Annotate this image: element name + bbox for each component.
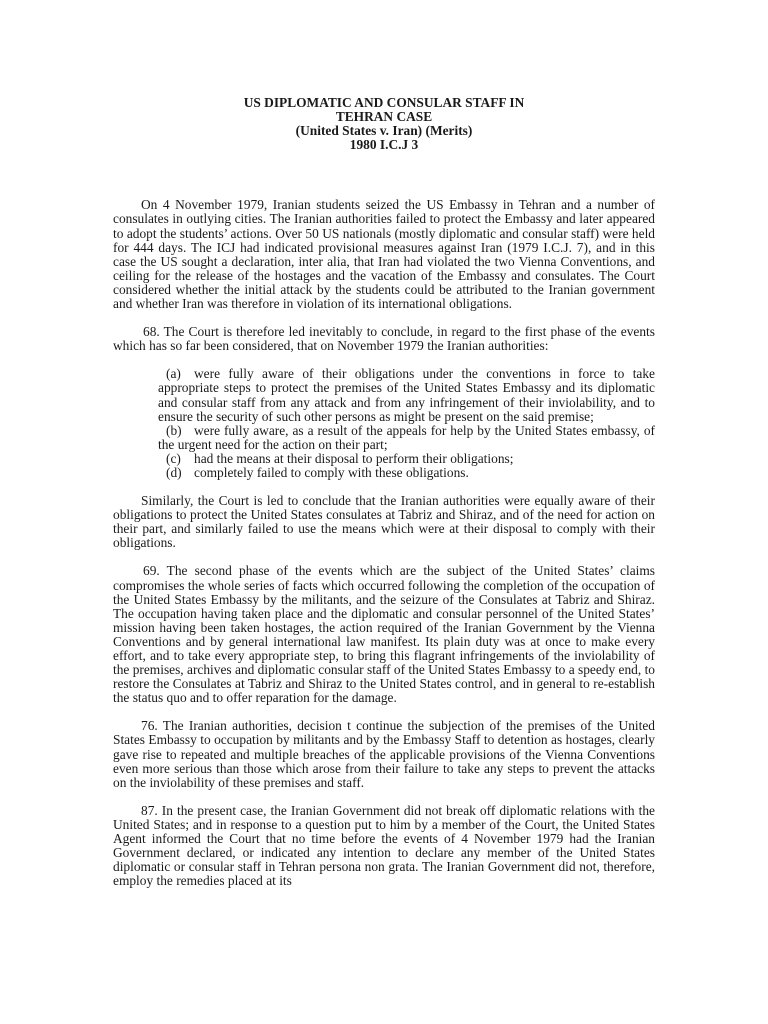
list-item-text: completely failed to comply with these obligations. <box>194 464 469 480</box>
title-line-4: 1980 I.C.J 3 <box>349 137 419 153</box>
intro-paragraph: On 4 November 1979, Iranian students seized the US Embassy in Tehran and a number of consulates in outlying cities. The Iranian authorities failed to protect the Embassy and later appeared to adopt the students’ actions. Over 50 US nationals (mostly diplomatic and consular staff) were held for 444 days. The ICJ had indicated provisional measures against Iran (1979 I.C.J. 7), and in this case the US sought a declaration, inter alia, that Iran had violated the two Vienna Conventions, and ceiling for the release of the hostages and the vacation of the Embassy and consulates. The Court considered whether the initial attack by the students could be attributed to the Iranian government and whether Iran was therefore in violation of its international obligations. <box>113 197 655 312</box>
list-item <box>158 466 655 480</box>
paragraph-68: 68. The Court is therefore led inevitably to conclude, in regard to the first phase of the events which has so far been considered, that on November 1979 the Iranian authorities: <box>113 324 655 354</box>
title-line-1: US DIPLOMATIC AND CONSULAR STAFF IN <box>243 95 525 110</box>
list-item <box>158 367 655 423</box>
similarly-paragraph: Similarly, the Court is led to conclude that the Iranian authorities were equally aware of their obligations to protect the United States consulates at Tabriz and Shiraz, and of the need for action on their part, and similarly failed to use the means which were at their disposal to comply with their obligations. <box>113 493 655 551</box>
list-item <box>158 452 655 466</box>
obligations-list <box>113 367 655 480</box>
document-page <box>113 96 655 888</box>
list-item-text: were fully aware of their obligations under the conventions in force to take appropriate steps to protect the premises of the United States Embassy and its diplomatic and consular staff from any attack and from any infringement of their inviolability, and to ensure the security of such other persons as might be present on the said premise; <box>158 366 655 424</box>
list-item <box>158 424 655 452</box>
title-line-2: TEHRAN CASE <box>335 109 433 125</box>
list-marker: (c) <box>166 450 181 466</box>
list-marker: (a) <box>166 366 181 382</box>
list-item-text: had the means at their disposal to perform their obligations; <box>194 450 514 466</box>
title-line-3: (United States v. Iran) (Merits) <box>295 123 473 139</box>
paragraph-87: 87. In the present case, the Iranian Government did not break off diplomatic relations with the United States; and in response to a question put to him by a member of the Court, the United States Agent informed the Court that no time before the events of 4 November 1979 had the Iranian Government declared, or indicated any intention to declare any member of the United States diplomatic or consular staff in Tehran persona non grata. The Iranian Government did not, therefore, employ the remedies placed at its <box>113 802 655 889</box>
document-title <box>113 96 655 152</box>
paragraph-69: 69. The second phase of the events which are the subject of the United States’ claims compromises the whole series of facts which occurred following the completion of the occupation of the United States Embassy by the militants, and the seizure of the Consulates at Tabriz and Shiraz. The occupation having taken place and the diplomatic and consular personnel of the United States’ mission having been taken hostages, the action required of the Iranian Government by the Vienna Conventions and by general international law manifest. Its plain duty was at once to make every effort, and to take every appropriate step, to bring this flagrant infringements of the inviolability of the premises, archives and diplomatic consular staff of the United States Embassy to a speedy end, to restore the Consulates at Tabriz and Shiraz to the United States control, and in general to re-establish the status quo and to offer reparation for the damage. <box>113 563 655 706</box>
list-marker: (b) <box>166 422 182 438</box>
list-item-text: were fully aware, as a result of the appeals for help by the United States embassy, of the urgent need for the action on their part; <box>158 422 655 452</box>
list-marker: (d) <box>166 464 182 480</box>
paragraph-76: 76. The Iranian authorities, decision t continue the subjection of the premises of the United States Embassy to occupation by militants and by the Embassy Staff to detention as hostages, clearly gave rise to repeated and multiple breaches of the applicable provisions of the Vienna Conventions even more serious than those which arose from their failure to take any steps to prevent the attacks on the inviolability of these premises and staff. <box>113 718 655 790</box>
